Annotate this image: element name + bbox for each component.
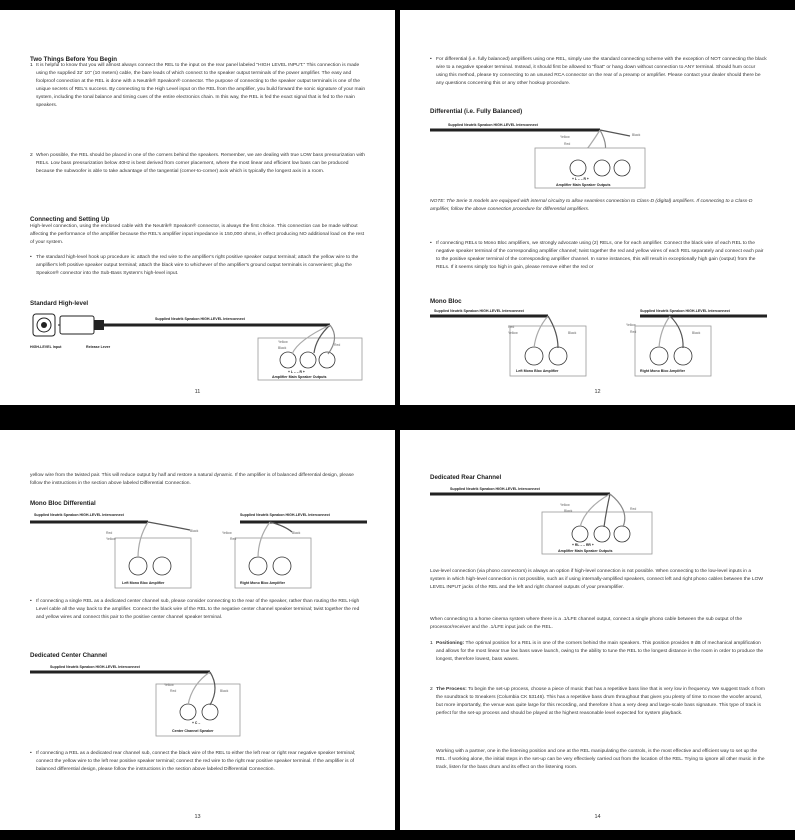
page-number: 12 bbox=[594, 389, 601, 395]
svg-text:Supplied Neutrik Speakon HIGH-: Supplied Neutrik Speakon HIGH-LEVEL Interconnect bbox=[50, 665, 140, 669]
svg-text:Supplied Neutrik Speakon HIGH-: Supplied Neutrik Speakon HIGH-LEVEL Interconnect bbox=[448, 123, 538, 127]
bullet-icon: • bbox=[30, 599, 32, 604]
heading-connecting: Connecting and Setting Up bbox=[30, 216, 110, 223]
list-number: 2 bbox=[430, 687, 433, 692]
center-channel-diagram bbox=[30, 660, 367, 740]
svg-text:Right Mono Bloc Amplifier: Right Mono Bloc Amplifier bbox=[640, 369, 685, 373]
svg-text:Right Mono Bloc Amplifier: Right Mono Bloc Amplifier bbox=[240, 581, 285, 585]
svg-text:Amplifier Main Speaker Outputs: Amplifier Main Speaker Outputs bbox=[558, 549, 613, 553]
svg-text:Black: Black bbox=[564, 509, 573, 513]
heading-two-things: Two Things Before You Begin bbox=[30, 56, 117, 63]
svg-text:Black: Black bbox=[220, 689, 229, 693]
paragraph-high-level-connection: High-level connection, using the enclosed cable with the Neutrik® Speakon® connector, is always the first choice. This connection can be made without affecting the performance of the amplifier because the REL's amplifier input impedance is 150,000 ohms, in effect producing NO additional load on the rest of your system. bbox=[30, 224, 365, 245]
svg-text:Supplied Neutrik Speakon HIGH-: Supplied Neutrik Speakon HIGH-LEVEL Interconnect bbox=[434, 309, 524, 313]
svg-text:Yellow: Yellow bbox=[222, 531, 232, 535]
svg-text:Yellow: Yellow bbox=[164, 683, 174, 687]
svg-text:Supplied Neutrik Speakon HIGH-: Supplied Neutrik Speakon HIGH-LEVEL Interconnect bbox=[34, 513, 124, 517]
svg-text:+ RL – – RR +: + RL – – RR + bbox=[572, 543, 594, 547]
svg-text:Left Mono Bloc Amplifier: Left Mono Bloc Amplifier bbox=[516, 369, 559, 373]
svg-text:Supplied Neutrik Speakon HIGH-: Supplied Neutrik Speakon HIGH-LEVEL Interconnect bbox=[240, 513, 330, 517]
heading-differential: Differential (i.e. Fully Balanced) bbox=[430, 108, 523, 115]
heading-rear-channel: Dedicated Rear Channel bbox=[430, 474, 502, 481]
bullet-rear-channel: If connecting a REL as a dedicated rear channel sub, connect the black wire of the REL to either the left rear or right rear negative speaker terminal; connect the yellow wire to the left rear positive speaker terminal; connect the red wire to the right rear positive speaker terminal. If the amplifier is of balanced differential design, please follow the instructions in the section above labeled Differential Connection. bbox=[36, 751, 356, 772]
bullet-icon: • bbox=[30, 255, 32, 260]
release-lever-label: Release Lever bbox=[86, 345, 111, 349]
bullet-mono-bloc: If connecting RELs to Mono Bloc amplifiers, we strongly advocate using (2) RELs, one for each amplifier. Connect the black wire of each REL to the negative speaker terminal of the corresponding amplifier channel; twist together the red and yellow wires of each REL separately and connect each pair to the positive speaker terminal of the corresponding amplifier channel. In some instances, this will result in exceptionally high gain (output) from the RELs. If it seems simply too high in gain, please remove either the red or bbox=[436, 241, 764, 270]
speakon-connector-icon bbox=[60, 316, 94, 334]
svg-text:Black: Black bbox=[292, 531, 301, 535]
bullet-icon: • bbox=[430, 241, 432, 246]
differential-diagram bbox=[430, 116, 767, 196]
svg-text:+ L – – R +: + L – – R + bbox=[572, 177, 589, 181]
list-number: 1 bbox=[30, 63, 33, 68]
svg-text:Red: Red bbox=[334, 343, 341, 347]
svg-text:Yellow: Yellow bbox=[278, 340, 288, 344]
bullet-icon: • bbox=[30, 751, 32, 756]
svg-text:Yellow: Yellow bbox=[508, 331, 518, 335]
svg-text:Yellow: Yellow bbox=[106, 537, 116, 541]
list-number: 2 bbox=[30, 153, 33, 158]
svg-text:Red: Red bbox=[630, 507, 637, 511]
svg-text:Red: Red bbox=[508, 325, 515, 329]
list-number: 1 bbox=[430, 641, 433, 646]
paragraph-continued: yellow wire from the twisted pair. This will reduce output by half and restore a natural dynamic. If the amplifier is of balanced differential design, please follow the instructions in the section above labeled Differential Connection. bbox=[30, 473, 354, 486]
svg-text:+ L – – R +: + L – – R + bbox=[288, 370, 305, 374]
svg-text:Center Channel Speaker: Center Channel Speaker bbox=[172, 729, 214, 733]
note-class-d: NOTE: The Serie S models are equipped with internal circuitry to allow seamless connection to Class-D (digital) amplifiers. If connecting to a Class-D amplifier, follow the above connection procedure for differential amplifiers. bbox=[430, 199, 753, 212]
svg-text:Red: Red bbox=[106, 531, 113, 535]
svg-text:Amplifier Main Speaker Outputs: Amplifier Main Speaker Outputs bbox=[272, 375, 327, 379]
heading-center-channel: Dedicated Center Channel bbox=[30, 652, 108, 659]
paragraph-low-level: Low-level connection (via phono connectors) is always an option if high-level connection is not possible. When connecting to the low-level inputs in a system in which high-level connection is not possible, such as if using internally-amplified speakers, connect left and right phono cables between the LOW LEVEL INPUT jacks of the REL and the left and right channel outputs of your preamplifier. bbox=[430, 569, 764, 590]
svg-text:Red: Red bbox=[564, 142, 571, 146]
page-number: 11 bbox=[194, 389, 201, 395]
item-process: The Process: To begin the set-up process, choose a piece of music that has a repetitive bass line that is very low in frequency. We suggest track 4 from the soundtrack to Sneakers (Columbia CK 53146). This has a repetitive bass drum throughout that gives you plenty of time to move the woofer around, but more importantly, the venue was quite large for this recording, and therefore it has a very deep and large-scale bass signature. This type of track is perfect for the set-up process and should be played at the highest reasonable level expected for system playback. bbox=[436, 687, 765, 716]
svg-text:Yellow: Yellow bbox=[560, 503, 570, 507]
bullet-standard-hookup: The standard high-level hook up procedure is: attach the red wire to the amplifier's right positive speaker output terminal; attach the yellow wire to the amplifier's left positive speaker output terminal; attach the black wire to whichever of the amplifier's ground output terminals is convenient; plug the Speakon® connector into the Sub-Bass System's high-level input. bbox=[36, 255, 359, 276]
svg-text:Supplied Neutrik Speakon HIGH-: Supplied Neutrik Speakon HIGH-LEVEL Interconnect bbox=[450, 487, 540, 491]
svg-text:Black: Black bbox=[278, 346, 287, 350]
standard-high-level-diagram bbox=[30, 308, 367, 398]
mono-bloc-differential-diagram bbox=[30, 508, 367, 593]
svg-text:Red: Red bbox=[230, 537, 237, 541]
svg-text:Left Mono Bloc Amplifier: Left Mono Bloc Amplifier bbox=[122, 581, 165, 585]
rear-channel-diagram bbox=[430, 482, 767, 562]
page-number: 13 bbox=[194, 814, 201, 820]
high-level-input-label: HIGH-LEVEL Input bbox=[30, 345, 62, 349]
svg-text:Supplied Neutrik Speakon HIGH-: Supplied Neutrik Speakon HIGH-LEVEL Interconnect bbox=[640, 309, 730, 313]
bullet-center-channel: If connecting a single REL as a dedicated center channel sub, please consider connecting to the rear of the speaker, rather than routing the REL High Level cable all the way back to the amplifier. Connect the black wire of the REL to the negative center channel speaker terminal; twist together the red and yellow wires and connect this pair to the positive center channel speaker terminal. bbox=[36, 599, 360, 620]
bullet-differential: For differential (i.e. fully balanced) amplifiers using one REL, simply use the standard connecting scheme with the exception of NOT connecting the black wire to a negative speaker terminal. Instead, it should first be allowed to "float" or hang down without connection to ANY terminal. Should hum occur using this method, please try connecting to an unused RCA connector on the rear of a preamp or amplifier. Please contact your dealer should there be any questions concerning this or any other hookup procedure. bbox=[436, 57, 767, 86]
bullet-icon: • bbox=[430, 57, 432, 62]
heading-mono-bloc: Mono Bloc bbox=[430, 298, 462, 305]
paragraph-high-level-input: It is helpful to know that you will almost always connect the REL to the input on the rear panel labeled "HIGH LEVEL INPUT." This connection is made using the supplied 32' 10" (10 meters) cable, the bare leads of which connect to the speaker output terminals of the power amplifier. The easy and foolproof connection at the REL is done with a Neutrik® Speakon® connector. The purpose of connecting to the speaker output terminals is one of the unique secrets of REL's success. By connecting to the High Level input on the REL from the amplifier, you build forward the sonic signature of your main system, including the tonal balance and timing cues of the entire electronics chain. In this way, the REL is fed the exact signal that is fed to the main speakers. bbox=[36, 63, 366, 108]
item-positioning: Positioning: The optimal position for a REL is in one of the corners behind the main speakers. This position provides 9 dB of mechanical amplification and allows for the most linear true low bass wave launch, owing to the ability to tune the REL to the longest distance in the room in order to produce the longest, therefore lowest, bass waves. bbox=[436, 641, 764, 662]
svg-text:Red: Red bbox=[170, 689, 177, 693]
page-number: 14 bbox=[594, 814, 601, 820]
svg-text:Yellow: Yellow bbox=[560, 135, 570, 139]
paragraph-placement: When possible, the REL should be placed in one of the corners behind the speakers. Remember, we are dealing with true LOW bass pressurization with RELs. Low bass pressurization below 40Hz is best derived from corner placement, where the most linear and efficient low bass can be produced because the subwoofer is able to take advantage of the tangential (corner-to-corner) axis which is typically the longest axis in a room. bbox=[36, 153, 366, 174]
svg-text:Yellow: Yellow bbox=[626, 323, 636, 327]
svg-text:Amplifier Main Speaker Outputs: Amplifier Main Speaker Outputs bbox=[556, 183, 611, 187]
svg-text:Black: Black bbox=[692, 331, 701, 335]
paragraph-partner: Working with a partner, one in the listening position and one at the REL manipulating the controls, is the most effective and efficient way to set up the REL. If working alone, the initial steps in the set-up can be very effectively carried out from the location of the REL. Trying to ignore all other music in the track, listen for the bass drum and its effect on the listening room. bbox=[436, 749, 765, 770]
svg-text:Red: Red bbox=[630, 330, 637, 334]
manual-page-14 bbox=[400, 430, 795, 830]
svg-text:Black: Black bbox=[568, 331, 577, 335]
heading-standard-high-level: Standard High-level bbox=[30, 300, 89, 307]
cable-label: Supplied Neutrik Speakon HIGH-LEVEL Interconnect bbox=[155, 317, 245, 321]
heading-mono-bloc-differential: Mono Bloc Differential bbox=[30, 500, 96, 507]
svg-text:Black: Black bbox=[190, 529, 199, 533]
manual-page-12 bbox=[400, 10, 795, 405]
manual-page-11 bbox=[0, 10, 395, 405]
svg-text:+ C –: + C – bbox=[192, 721, 201, 725]
paragraph-home-cinema: When connecting to a home cinema system where there is a .1/LFE channel output, connect a single phono cable between the sub output of the processor/receiver and the .1/LFE input jack on the REL. bbox=[430, 617, 743, 630]
mono-bloc-diagram bbox=[430, 306, 767, 386]
svg-text:Black: Black bbox=[632, 133, 641, 137]
manual-page-13 bbox=[0, 430, 395, 830]
